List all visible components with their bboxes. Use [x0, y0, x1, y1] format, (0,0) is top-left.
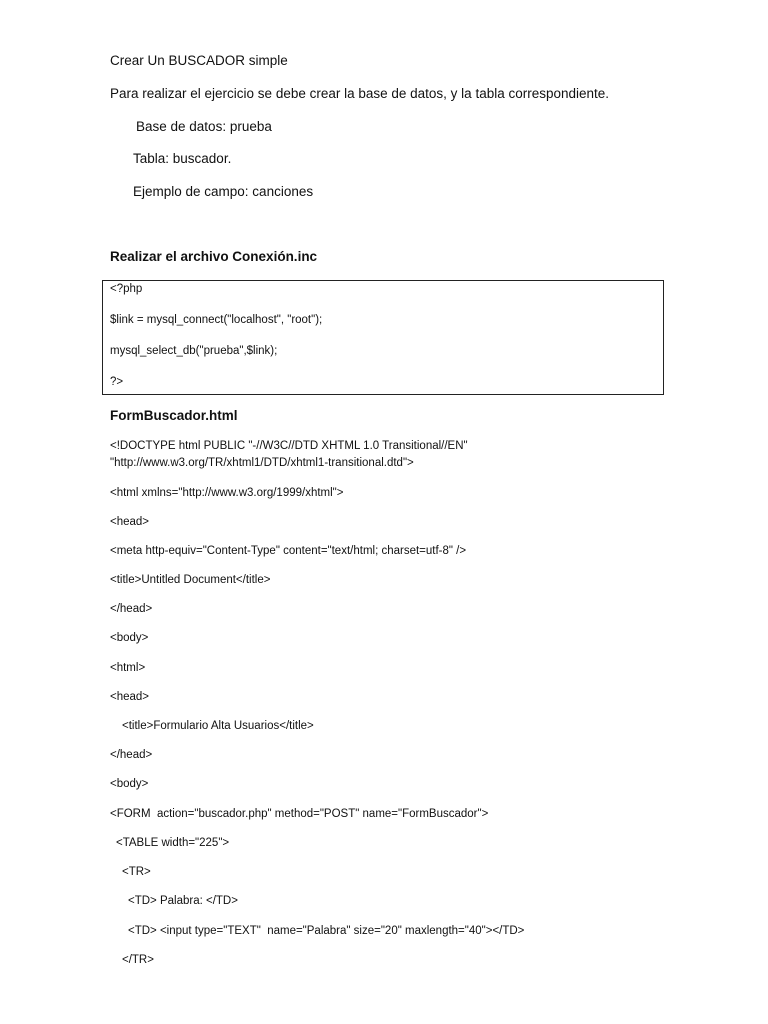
intro-paragraph: Para realizar el ejercicio se debe crear la base de datos, y la tabla correspondiente. — [110, 86, 610, 101]
form-code-line: <html xmlns="http://www.w3.org/1999/xhtml"> — [110, 487, 344, 499]
form-code-line: </head> — [110, 749, 153, 761]
form-code-line: "http://www.w3.org/TR/xhtml1/DTD/xhtml1-transitional.dtd"> — [110, 457, 414, 469]
conexion-code-line: mysql_select_db("prueba",$link); — [110, 345, 278, 357]
form-heading: FormBuscador.html — [110, 408, 238, 423]
form-code-line: <TR> — [122, 866, 151, 878]
form-code-line: <html> — [110, 662, 146, 674]
form-code-line: <TD> <input type="TEXT" name="Palabra" size="20" maxlength="40"></TD> — [128, 925, 525, 937]
form-code-line: <TD> Palabra: </TD> — [128, 895, 238, 907]
form-code-line: <head> — [110, 516, 150, 528]
form-code-line: <FORM action="buscador.php" method="POST" name="FormBuscador"> — [110, 808, 489, 820]
form-code-line: <body> — [110, 778, 149, 790]
form-code-line: <body> — [110, 632, 149, 644]
conexion-code-box — [102, 280, 664, 395]
field-line: Ejemplo de campo: canciones — [133, 184, 314, 199]
form-code-line: </head> — [110, 603, 153, 615]
document-title: Crear Un BUSCADOR simple — [110, 53, 288, 68]
conexion-code-line: $link = mysql_connect("localhost", "root"); — [110, 314, 323, 326]
form-code-line: <!DOCTYPE html PUBLIC "-//W3C//DTD XHTML 1.0 Transitional//EN" — [110, 440, 468, 452]
form-code-line: <title>Formulario Alta Usuarios</title> — [122, 720, 314, 732]
conexion-heading: Realizar el archivo Conexión.inc — [110, 249, 318, 264]
form-code-line: <title>Untitled Document</title> — [110, 574, 271, 586]
conexion-code-line: <?php — [110, 283, 143, 295]
table-line: Tabla: buscador. — [133, 151, 232, 166]
form-code-line: </TR> — [122, 954, 154, 966]
conexion-code-line: ?> — [110, 376, 124, 388]
form-code-line: <TABLE width="225"> — [116, 837, 230, 849]
form-code-line: <head> — [110, 691, 150, 703]
db-line: Base de datos: prueba — [136, 119, 272, 134]
form-code-line: <meta http-equiv="Content-Type" content="text/html; charset=utf-8" /> — [110, 545, 467, 557]
